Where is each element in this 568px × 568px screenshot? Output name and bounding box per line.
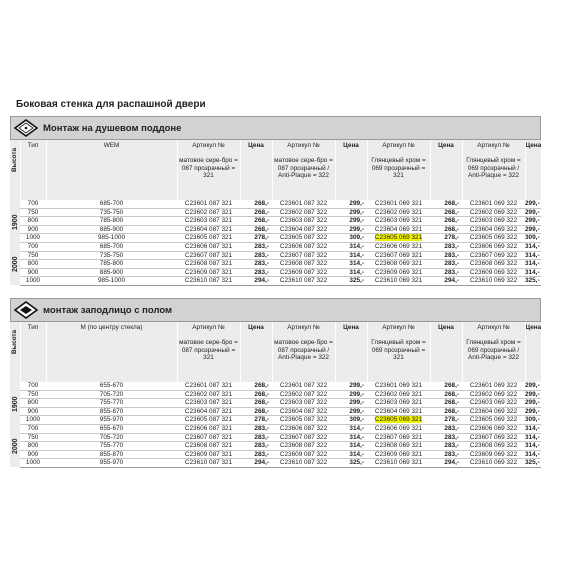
article-cell: C23603 087 321 [177,399,240,408]
price-cell: 314,- [335,242,367,251]
table-row [10,459,541,468]
price-header: Цена [240,322,272,382]
article-cell: C23606 087 321 [177,242,240,251]
price-cell: 278,- [430,234,462,243]
height-group [10,200,20,242]
size-cell: 885-900 [46,225,177,234]
price-cell: 283,- [240,424,272,433]
size-cell: 855-870 [46,407,177,416]
article-cell: C23608 087 322 [272,260,335,269]
price-cell: 314,- [335,433,367,442]
price-cell: 299,- [335,382,367,390]
type-cell: 900 [20,225,46,234]
size-cell: 785-800 [46,260,177,269]
type-cell: 750 [20,390,46,399]
price-cell: 314,- [525,433,540,441]
price-cell: 283,- [240,260,272,269]
article-cell: C23610 069 322 [462,277,525,286]
article-cell: C23604 069 322 [462,407,525,416]
type-cell: 800 [20,442,46,451]
table-row [10,200,541,208]
article-cell: C23608 087 321 [177,442,240,451]
article-cell: C23607 069 322 [462,251,525,260]
price-header: Цена [525,140,541,200]
article-cell: C23606 069 322 [462,424,525,433]
table-row [10,382,541,390]
price-cell: 268,- [240,200,272,208]
article-cell: C23604 087 322 [272,407,335,416]
type-cell: 700 [20,424,46,433]
height-group [10,382,20,424]
price-cell: 309,- [525,234,540,242]
price-cell: 314,- [525,424,540,432]
article-cell: C23605 087 322 [272,416,335,425]
article-cell: C23604 087 322 [272,225,335,234]
price-cell: 268,- [430,407,462,416]
article-cell: C23608 087 321 [177,260,240,269]
floor-flush-icon [13,299,39,321]
price-cell: 325,- [525,459,540,467]
price-cell: 314,- [525,450,540,458]
article-cell: C23602 087 322 [272,390,335,399]
article-cell: C23602 069 322 [462,208,525,217]
price-cell: 309,- [525,416,540,424]
type-cell: 800 [20,260,46,269]
article-cell: C23606 087 322 [272,242,335,251]
article-cell: C23610 087 322 [272,459,335,468]
article-cell: C23602 087 321 [177,390,240,399]
article-cell: C23602 087 322 [272,208,335,217]
article-cell: C23607 087 321 [177,251,240,260]
article-cell: C23604 069 322 [462,225,525,234]
price-cell: 268,- [430,208,462,217]
type-cell: 1000 [20,277,46,286]
type-cell: 800 [20,399,46,408]
type-cell: 700 [20,200,46,208]
article-cell: C23603 069 322 [462,217,525,226]
table-row [10,260,541,269]
height-header: Высота [10,322,20,382]
section-title: монтаж заподлицо с полом [43,304,173,316]
type-cell: 700 [20,382,46,390]
article-cell: C23608 069 321 [367,442,430,451]
article-cell: C23601 087 322 [272,200,335,208]
price-cell: 283,- [430,433,462,442]
article-cell: C23602 069 321 [367,390,430,399]
size-cell: 705-720 [46,390,177,399]
size-cell: 655-670 [46,424,177,433]
article-header: Артикул № матовое сере-бро = 087 прозрачный / Anti-Plaque = 322 [272,140,335,200]
article-cell: C23605 087 321 [177,416,240,425]
price-cell: 278,- [240,234,272,243]
size-cell: 855-870 [46,450,177,459]
price-cell: 299,- [525,200,540,207]
article-cell: C23609 087 322 [272,450,335,459]
price-header: Цена [430,140,462,200]
shower-tray-icon [13,117,39,139]
price-cell: 314,- [335,442,367,451]
price-cell: 268,- [240,217,272,226]
article-cell: C23609 069 321 [367,268,430,277]
size-cell: 785-800 [46,217,177,226]
table-row [10,251,541,260]
section-header [10,298,541,322]
article-cell: C23610 087 321 [177,277,240,286]
article-cell: C23605 069 322 [462,234,525,243]
height-group [10,242,20,285]
price-cell: 314,- [525,268,540,276]
article-cell: C23602 069 321 [367,208,430,217]
article-cell: C23609 087 322 [272,268,335,277]
price-cell: 283,- [240,442,272,451]
height-group-label: 2000 [12,256,19,273]
article-cell: C23608 069 322 [462,260,525,269]
type-cell: 750 [20,433,46,442]
price-cell: 278,- [240,416,272,425]
article-cell: C23603 069 321 [367,399,430,408]
price-cell: 268,- [240,390,272,399]
price-cell: 268,- [430,200,462,208]
type-cell: 900 [20,407,46,416]
highlighted-article: C23605 069 321 [374,416,423,424]
article-cell: C23608 087 322 [272,442,335,451]
price-cell: 314,- [335,424,367,433]
article-cell: C23607 087 322 [272,251,335,260]
article-header: Артикул № Глянцевый хром = 069 прозрачный / Anti-Plaque = 322 [462,322,525,382]
price-cell: 299,- [335,225,367,234]
article-cell: C23606 087 321 [177,424,240,433]
size-cell: 985-1000 [46,277,177,286]
article-cell: C23610 069 322 [462,459,525,468]
article-cell: C23605 087 321 [177,234,240,243]
size-cell: 755-770 [46,442,177,451]
article-cell: C23601 069 322 [462,382,525,390]
article-cell: C23601 069 321 [367,382,430,390]
price-cell: 299,- [335,217,367,226]
price-cell: 268,- [430,382,462,390]
article-cell: C23610 069 321 [367,277,430,286]
price-cell: 283,- [240,242,272,251]
size-cell: 885-900 [46,268,177,277]
article-cell: C23603 069 322 [462,399,525,408]
article-cell: C23606 069 321 [367,424,430,433]
price-cell: 268,- [240,208,272,217]
table-row [10,416,541,425]
price-cell: 299,- [335,200,367,208]
article-header: Артикул № матовое сере-бро = 087 прозрачный / Anti-Plaque = 322 [272,322,335,382]
section-floor-flush [10,298,541,468]
price-cell: 283,- [430,424,462,433]
article-cell: C23610 069 321 [367,459,430,468]
price-header: Цена [525,322,541,382]
type-cell: 750 [20,251,46,260]
type-cell: 750 [20,208,46,217]
article-cell: C23604 069 321 [367,225,430,234]
price-cell: 299,- [525,217,540,225]
price-cell: 314,- [525,251,540,259]
size-cell: 655-670 [46,382,177,390]
article-cell [367,234,430,243]
article-cell: C23606 069 321 [367,242,430,251]
size-cell: 955-970 [46,459,177,468]
article-cell: C23609 069 322 [462,450,525,459]
price-cell: 314,- [525,242,540,250]
price-cell: 294,- [430,277,462,286]
height-group-label: 2000 [12,438,19,455]
price-cell: 314,- [335,251,367,260]
type-cell: 1000 [20,459,46,468]
article-cell: C23605 087 322 [272,234,335,243]
article-cell: C23603 087 321 [177,217,240,226]
price-cell: 283,- [240,251,272,260]
table-row [10,217,541,226]
table-row [10,390,541,399]
price-cell: 268,- [430,399,462,408]
type-cell: 900 [20,450,46,459]
size-cell: 685-700 [46,200,177,208]
article-cell: C23604 087 321 [177,407,240,416]
price-cell: 294,- [240,459,272,468]
section-header [10,116,541,140]
article-cell: C23603 069 321 [367,217,430,226]
size-cell: 755-770 [46,399,177,408]
article-cell: C23607 087 322 [272,433,335,442]
type-header: Тип [20,140,46,200]
highlighted-article: C23605 069 321 [374,234,423,242]
price-cell: 294,- [240,277,272,286]
article-cell: C23603 087 322 [272,399,335,408]
height-group-label: 1900 [12,214,19,230]
article-cell: C23602 087 321 [177,208,240,217]
article-cell: C23609 087 321 [177,450,240,459]
price-cell: 268,- [430,217,462,226]
page-title: Боковая стенка для распашной двери [16,99,206,110]
price-cell: 309,- [335,416,367,425]
price-header: Цена [240,140,272,200]
article-cell: C23607 069 322 [462,433,525,442]
price-cell: 299,- [525,225,540,233]
type-cell: 900 [20,268,46,277]
article-cell [367,416,430,425]
type-cell: 1000 [20,234,46,243]
article-cell: C23601 087 321 [177,200,240,208]
section-shower-tray [10,116,541,286]
table-row [10,450,541,459]
article-cell: C23606 069 322 [462,242,525,251]
article-cell: C23609 069 321 [367,450,430,459]
article-cell: C23601 069 321 [367,200,430,208]
article-cell: C23603 087 322 [272,217,335,226]
table-row [10,225,541,234]
size-cell: 985-1000 [46,234,177,243]
price-cell: 268,- [240,225,272,234]
price-cell: 309,- [335,234,367,243]
article-cell: C23607 069 321 [367,433,430,442]
price-header: Цена [335,322,367,382]
article-cell: C23601 069 322 [462,200,525,208]
price-cell: 283,- [430,268,462,277]
price-cell: 283,- [430,251,462,260]
price-header: Цена [335,140,367,200]
size-cell: 735-750 [46,208,177,217]
price-table [10,140,541,286]
article-cell: C23610 087 322 [272,277,335,286]
type-header: Тип [20,322,46,382]
price-cell: 268,- [240,382,272,390]
price-cell: 299,- [525,382,540,389]
table-row [10,268,541,277]
size-cell: 955-970 [46,416,177,425]
price-cell: 299,- [335,399,367,408]
table-row [10,242,541,251]
size-cell: 685-700 [46,242,177,251]
price-cell: 325,- [335,459,367,468]
price-cell: 283,- [430,450,462,459]
article-cell: C23610 087 321 [177,459,240,468]
article-header: Артикул № матовое сере-бро = 087 прозрачный = 321 [177,140,240,200]
price-cell: 299,- [335,208,367,217]
size-header: WEM [46,140,177,200]
price-header: Цена [430,322,462,382]
table-row [10,442,541,451]
price-cell: 299,- [525,407,540,415]
article-cell: C23601 087 321 [177,382,240,390]
price-cell: 283,- [240,433,272,442]
size-cell: 735-750 [46,251,177,260]
price-cell: 283,- [430,260,462,269]
price-cell: 268,- [240,407,272,416]
article-header: Артикул № матовое сере-бро = 087 прозрачный = 321 [177,322,240,382]
article-cell: C23604 069 321 [367,407,430,416]
table-row [10,234,541,243]
price-cell: 299,- [335,407,367,416]
article-header: Артикул № Глянцевый хром = 069 прозрачный = 321 [367,140,430,200]
size-cell: 705-720 [46,433,177,442]
price-cell: 283,- [240,450,272,459]
height-group-label: 1900 [12,396,19,412]
article-cell: C23606 087 322 [272,424,335,433]
table-row [10,424,541,433]
price-cell: 314,- [335,450,367,459]
article-cell: C23609 087 321 [177,268,240,277]
price-cell: 299,- [525,399,540,407]
size-header: M (по центру стекла) [46,322,177,382]
article-cell: C23609 069 322 [462,268,525,277]
price-cell: 283,- [430,442,462,451]
table-row [10,407,541,416]
price-cell: 268,- [430,390,462,399]
price-cell: 299,- [335,390,367,399]
table-row [10,277,541,286]
article-cell: C23602 069 322 [462,390,525,399]
price-cell: 314,- [335,260,367,269]
price-cell: 294,- [430,459,462,468]
price-cell: 299,- [525,208,540,216]
article-cell: C23604 087 321 [177,225,240,234]
price-cell: 325,- [335,277,367,286]
article-cell: C23601 087 322 [272,382,335,390]
table-row [10,399,541,408]
price-cell: 268,- [430,225,462,234]
price-cell: 314,- [335,268,367,277]
type-cell: 700 [20,242,46,251]
section-title: Монтаж на душевом поддоне [43,122,182,134]
article-header: Артикул № Глянцевый хром = 069 прозрачный / Anti-Plaque = 322 [462,140,525,200]
height-group [10,424,20,467]
article-cell: C23608 069 322 [462,442,525,451]
price-table [10,322,541,468]
table-row [10,208,541,217]
type-cell: 1000 [20,416,46,425]
price-cell: 325,- [525,277,540,285]
type-cell: 800 [20,217,46,226]
price-cell: 314,- [525,260,540,268]
price-cell: 283,- [240,268,272,277]
article-cell: C23605 069 322 [462,416,525,425]
article-header: Артикул № Глянцевый хром = 069 прозрачный = 321 [367,322,430,382]
height-header: Высота [10,140,20,200]
article-cell: C23607 087 321 [177,433,240,442]
table-row [10,433,541,442]
article-cell: C23607 069 321 [367,251,430,260]
price-cell: 314,- [525,442,540,450]
price-cell: 283,- [430,242,462,251]
price-cell: 299,- [525,390,540,398]
price-cell: 278,- [430,416,462,425]
article-cell: C23608 069 321 [367,260,430,269]
price-cell: 268,- [240,399,272,408]
